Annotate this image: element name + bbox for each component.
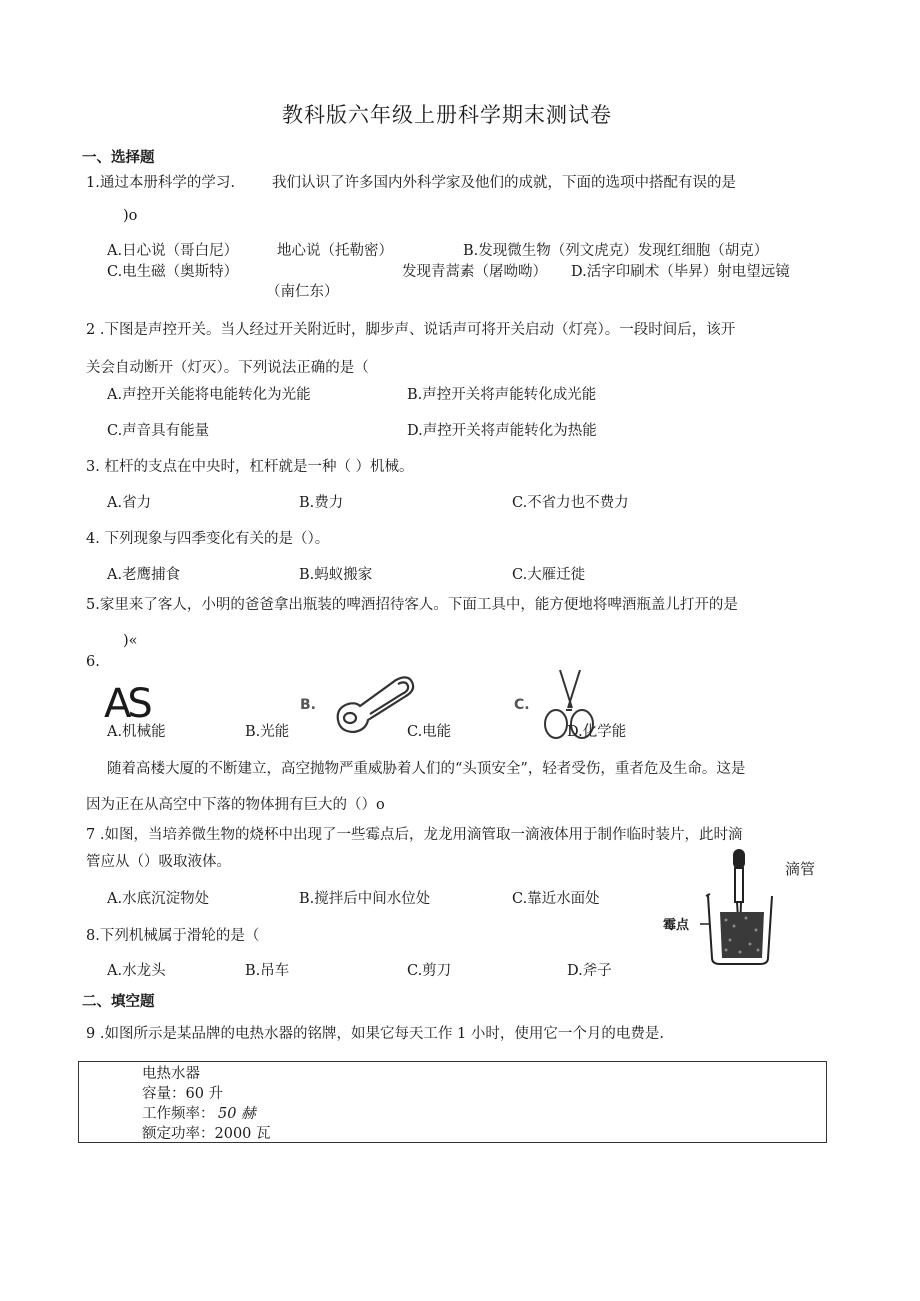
- q6-stem-line2: 因为正在从高空中下落的物体拥有巨大的（）o: [86, 797, 385, 813]
- q9-stem: 9 .如图所示是某品牌的电热水器的铭牌，如果它每天工作 1 小时，使用它一个月的电费是.: [86, 1026, 664, 1042]
- q5-image-c-label: C.: [514, 697, 530, 713]
- q4-option-c: C.大雁迁徙: [512, 567, 586, 583]
- q3-option-c: C.不省力也不费力: [512, 495, 629, 511]
- q2-stem-line2: 关会自动断开（灯灭）。下列说法正确的是（: [86, 360, 369, 376]
- q7-label-mold: 霉点: [663, 918, 690, 933]
- page-title: 教科版六年级上册科学期末测试卷: [282, 103, 612, 127]
- q8-option-b: B.吊车: [245, 963, 290, 979]
- q5-stem: 5.家里来了客人，小明的爸爸拿出瓶装的啤酒招待客人。下面工具中，能方便地将啤酒瓶盖儿打开的是: [86, 597, 738, 613]
- q8-option-a: A.水龙头: [107, 963, 166, 979]
- q4-option-b: B.蚂蚁搬家: [299, 567, 373, 583]
- q1-stem-part1: 1.通过本册科学的学习.: [86, 175, 235, 191]
- q1-option-b: B.发现微生物（列文虎克）发现红细胞（胡克）: [463, 243, 769, 259]
- q1-option-d: D.活字印刷术（毕昇）射电望远镜: [571, 264, 790, 280]
- q1-stem-tail: )o: [123, 208, 138, 224]
- q7-label-dropper: 滴管: [785, 860, 816, 878]
- q7-option-a: A.水底沉淀物处: [107, 891, 210, 907]
- q1-option-c-pair: 发现青蒿素（屠呦呦）: [402, 264, 547, 280]
- beaker-dropper-image: [700, 846, 780, 970]
- q4-stem: 4. 下列现象与四季变化有关的是（）。: [86, 531, 330, 547]
- q2-stem-line1: 2 .下图是声控开关。当人经过开关附近时，脚步声、说话声可将开关启动（灯亮）。一段时间后，该开: [86, 322, 736, 338]
- q6-option-a: A.机械能: [107, 724, 166, 740]
- q6-number: 6.: [86, 654, 100, 670]
- q6-stem-line1: 随着高楼大厦的不断建立，高空抛物严重威胁着人们的“头顶安全”，轻者受伤，重者危及生命。这是: [107, 761, 746, 777]
- q1-option-d-pair: （南仁东）: [266, 284, 339, 300]
- q2-option-a: A.声控开关能将电能转化为光能: [107, 387, 311, 403]
- q1-option-a-pair: 地心说（托勒密）: [277, 243, 393, 259]
- nameplate-power: 额定功率：2000 瓦: [142, 1126, 271, 1142]
- q5-stem-tail: )«: [123, 633, 138, 649]
- q5-image-a-label: AS: [104, 681, 149, 727]
- q8-stem: 8.下列机械属于滑轮的是（: [86, 928, 260, 944]
- q7-stem-line1: 7 .如图，当培养微生物的烧杯中出现了一些霉点后，龙龙用滴管取一滴液体用于制作临时装片，此时滴: [86, 827, 743, 843]
- nameplate-frequency-label: 工作频率：: [142, 1106, 215, 1122]
- section-heading-choice: 一、选择题: [82, 150, 155, 166]
- q6-option-b: B.光能: [245, 724, 290, 740]
- q1-option-a: A.日心说（哥白尼）: [107, 243, 239, 259]
- q6-option-d: D.化学能: [567, 724, 627, 740]
- q7-stem-line2: 管应从（）吸取液体。: [86, 854, 231, 870]
- nameplate-capacity: 容量：60 升: [142, 1086, 224, 1102]
- section-heading-fill: 二、填空题: [82, 994, 155, 1010]
- q5-image-b-label: B.: [300, 697, 316, 713]
- nameplate-title: 电热水器: [142, 1066, 200, 1082]
- q8-option-d: D.斧子: [567, 963, 612, 979]
- q2-option-d: D.声控开关将声能转化为热能: [407, 423, 597, 439]
- q3-option-a: A.省力: [107, 495, 152, 511]
- q3-option-b: B.费力: [299, 495, 344, 511]
- q2-option-c: C.声音具有能量: [107, 423, 210, 439]
- q8-option-c: C.剪刀: [407, 963, 452, 979]
- q4-option-a: A.老鹰捕食: [107, 567, 181, 583]
- q1-option-c: C.电生磁（奥斯特）: [107, 264, 239, 280]
- bottle-opener-image: [326, 668, 418, 740]
- nameplate-frequency-value: 50 赫: [218, 1106, 256, 1122]
- q7-option-c: C.靠近水面处: [512, 891, 600, 907]
- q1-stem-part2: 我们认识了许多国内外科学家及他们的成就，下面的选项中搭配有误的是: [272, 175, 736, 191]
- q6-option-c: C.电能: [407, 724, 452, 740]
- q7-option-b: B.搅拌后中间水位处: [299, 891, 431, 907]
- q3-stem: 3. 杠杆的支点在中央时，杠杆就是一种（ ）机械。: [86, 459, 414, 475]
- q2-option-b: B.声控开关将声能转化成光能: [407, 387, 597, 403]
